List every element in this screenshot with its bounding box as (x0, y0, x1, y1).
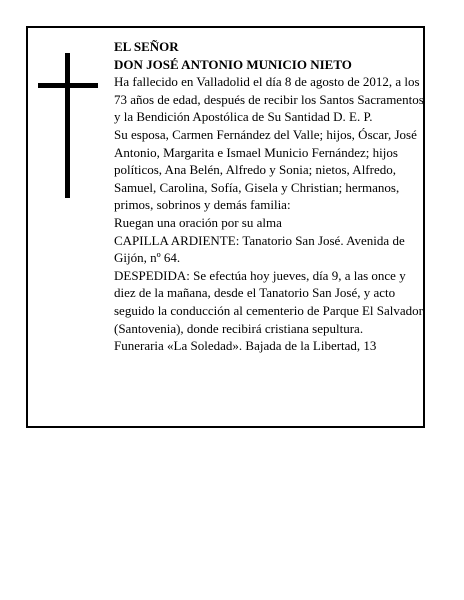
chapel-info: CAPILLA ARDIENTE: Tanatorio San José. Avenida de Gijón, nº 64. (114, 232, 405, 266)
title-line-1: EL SEÑOR (114, 39, 179, 54)
prayer-request: Ruegan una oración por su alma (114, 214, 282, 230)
funeral-home: Funeraria «La Soledad». Bajada de la Libertad, 13 (114, 338, 377, 354)
deceased-name: DON JOSÉ ANTONIO MUNICIO NIETO (114, 56, 352, 72)
notice-text (114, 38, 424, 355)
family-list: Su esposa, Carmen Fernández del Valle; hijos, Óscar, José Antonio, Margarita e Ismael Municio Fernández; hijos políticos, Ana Belén, Alfredo y Sonia; nietos, Alfredo, Samuel, Carolina, Sofía, Gisela y Christian; hermanos, primos, sobrinos y demás familia: (114, 126, 417, 213)
cross-horizontal-bar (38, 83, 98, 88)
death-announcement: Ha fallecido en Valladolid el día 8 de agosto de 2012, a los 73 años de edad, después de recibir los Santos Sacramentos y la Bendición Apostólica de Su Santidad D. E. P. (114, 74, 424, 125)
cross-icon (38, 53, 98, 198)
farewell-info: DESPEDIDA: Se efectúa hoy jueves, día 9, a las once y diez de la mañana, desde el Tanatorio San José, y acto seguido la conducción al cementerio de Parque El Salvador (Santovenia), donde recibirá cristiana sepultura. (114, 267, 424, 336)
cross-vertical-bar (65, 53, 70, 198)
